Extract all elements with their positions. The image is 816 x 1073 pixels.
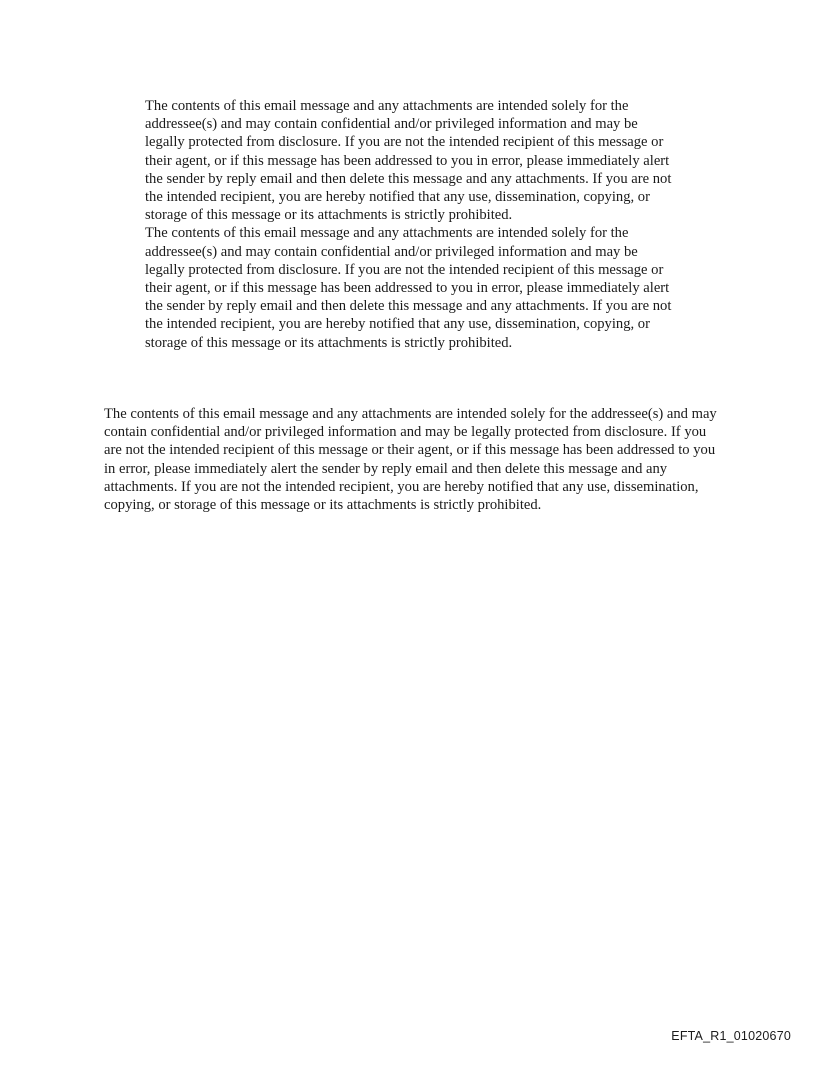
quoted-disclaimer-paragraph-2: The contents of this email message and any attachments are intended solely for the addressee(s) and may contain confidential and/or privileged information and may be legally protected from disclosure. If you are not the intended recipient of this message or their agent, or if this message has been addressed to you in error, please immediately alert the sender by reply email and then delete this message and any attachments. If you are not the intended recipient, you are hereby notified that any use, dissemination, copying, or storage of this message or its attachments is strictly prohibited. — [145, 225, 672, 351]
main-disclaimer-paragraph: The contents of this email message and any attachments are intended solely for the addressee(s) and may contain confidential and/or privileged information and may be legally protected from disclosure. If you are not the intended recipient of this message or their agent, or if this message has been addressed to you in error, please immediately alert the sender by reply email and then delete this message and any attachments. If you are not the intended recipient, you are hereby notified that any use, dissemination, copying, or storage of this message or its attachments is strictly prohibited. — [104, 406, 717, 514]
main-disclaimer-block — [104, 405, 719, 514]
document-id-stamp: EFTA_R1_01020670 — [671, 1029, 791, 1043]
quoted-disclaimer-block — [145, 97, 680, 352]
quoted-disclaimer-paragraph-1: The contents of this email message and any attachments are intended solely for the addressee(s) and may contain confidential and/or privileged information and may be legally protected from disclosure. If you are not the intended recipient of this message or their agent, or if this message has been addressed to you in error, please immediately alert the sender by reply email and then delete this message and any attachments. If you are not the intended recipient, you are hereby notified that any use, dissemination, copying, or storage of this message or its attachments is strictly prohibited. — [145, 98, 672, 224]
